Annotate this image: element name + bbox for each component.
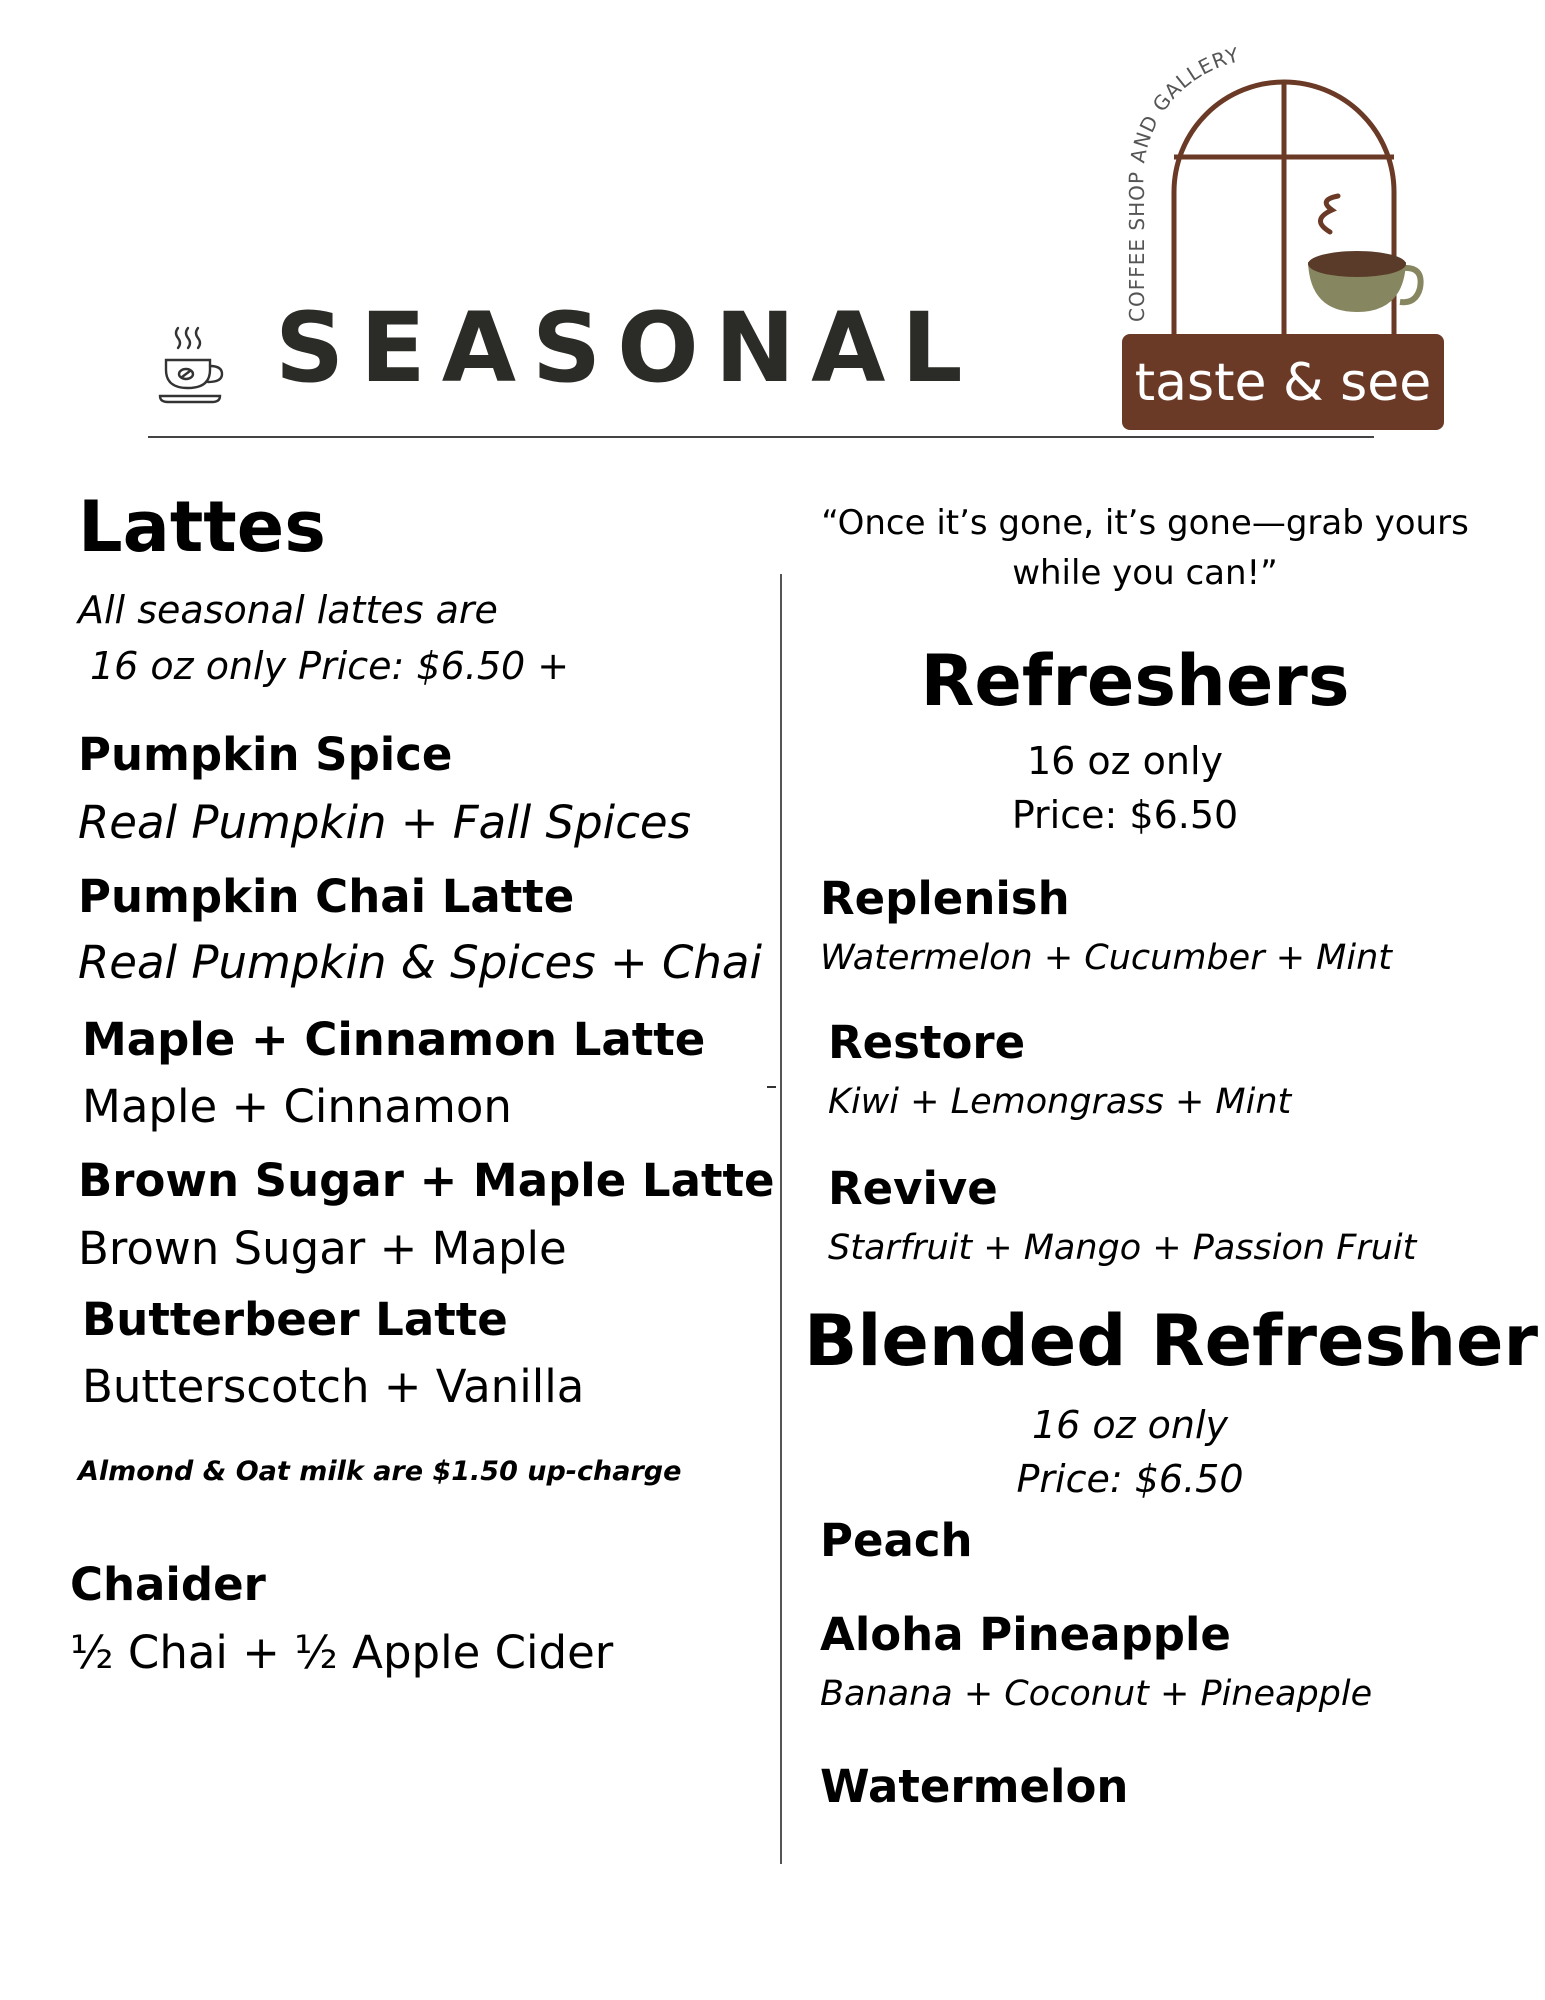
seasonal-quote bbox=[780, 498, 1510, 598]
refreshers-price: Price: $6.50 bbox=[1011, 793, 1239, 837]
steaming-cup-icon bbox=[1308, 196, 1421, 312]
blended-price: Price: $6.50 bbox=[1016, 1457, 1244, 1501]
blended-info bbox=[780, 1398, 1480, 1506]
menu-item-name: Watermelon bbox=[820, 1760, 1129, 1813]
quote-line2: while you can!” bbox=[1012, 553, 1278, 593]
menu-item-name: Brown Sugar + Maple Latte bbox=[78, 1154, 775, 1207]
blended-size: 16 oz only bbox=[1031, 1403, 1229, 1447]
quote-line1: “Once it’s gone, it’s gone—grab yours bbox=[821, 503, 1469, 543]
menu-item-desc: Maple + Cinnamon bbox=[82, 1080, 512, 1133]
menu-item-desc: Banana + Coconut + Pineapple bbox=[820, 1674, 1373, 1714]
menu-item-desc: Kiwi + Lemongrass + Mint bbox=[828, 1082, 1292, 1122]
divider-tick bbox=[767, 1086, 776, 1088]
lattes-note bbox=[78, 582, 569, 694]
lattes-heading: Lattes bbox=[78, 486, 326, 568]
menu-item-desc: Real Pumpkin + Fall Spices bbox=[78, 796, 692, 849]
menu-item-desc: Brown Sugar + Maple bbox=[78, 1222, 567, 1275]
menu-item-name: Aloha Pineapple bbox=[820, 1608, 1231, 1661]
refreshers-heading: Refreshers bbox=[920, 640, 1350, 722]
logo-brand-text: taste & see bbox=[1134, 353, 1432, 413]
blended-heading: Blended Refresher bbox=[804, 1300, 1539, 1382]
svg-text:COFFEE SHOP AND GALLERY bbox=[1124, 43, 1242, 322]
menu-item-name: Revive bbox=[828, 1162, 998, 1215]
menu-item-name: Butterbeer Latte bbox=[82, 1293, 508, 1346]
upcharge-note: Almond & Oat milk are $1.50 up-charge bbox=[78, 1456, 682, 1487]
menu-item-name: Restore bbox=[828, 1016, 1026, 1069]
chaider-desc: ½ Chai + ½ Apple Cider bbox=[70, 1626, 614, 1679]
menu-item-desc: Watermelon + Cucumber + Mint bbox=[820, 938, 1392, 978]
menu-item-name: Pumpkin Spice bbox=[78, 728, 453, 781]
lattes-note-line1: All seasonal lattes are bbox=[78, 588, 498, 632]
coffee-cup-icon bbox=[156, 324, 232, 406]
taste-and-see-logo bbox=[1120, 22, 1450, 432]
refreshers-size: 16 oz only bbox=[1026, 739, 1224, 783]
menu-item-name: Replenish bbox=[820, 872, 1070, 925]
refreshers-info bbox=[780, 734, 1470, 842]
chaider-name: Chaider bbox=[70, 1558, 266, 1611]
menu-item-desc: Starfruit + Mango + Passion Fruit bbox=[828, 1228, 1417, 1268]
lattes-note-line2: 16 oz only Price: $6.50 + bbox=[90, 644, 570, 688]
menu-item-desc: Butterscotch + Vanilla bbox=[82, 1360, 585, 1413]
menu-item-name: Maple + Cinnamon Latte bbox=[82, 1013, 706, 1066]
logo-arc-text: COFFEE SHOP AND GALLERY bbox=[1124, 42, 1242, 322]
menu-item-desc: Real Pumpkin & Spices + Chai bbox=[78, 936, 763, 989]
page-title: SEASONAL bbox=[275, 292, 979, 404]
menu-item-name: Peach bbox=[820, 1514, 973, 1567]
menu-item-name: Pumpkin Chai Latte bbox=[78, 870, 575, 923]
header-divider bbox=[148, 436, 1374, 438]
